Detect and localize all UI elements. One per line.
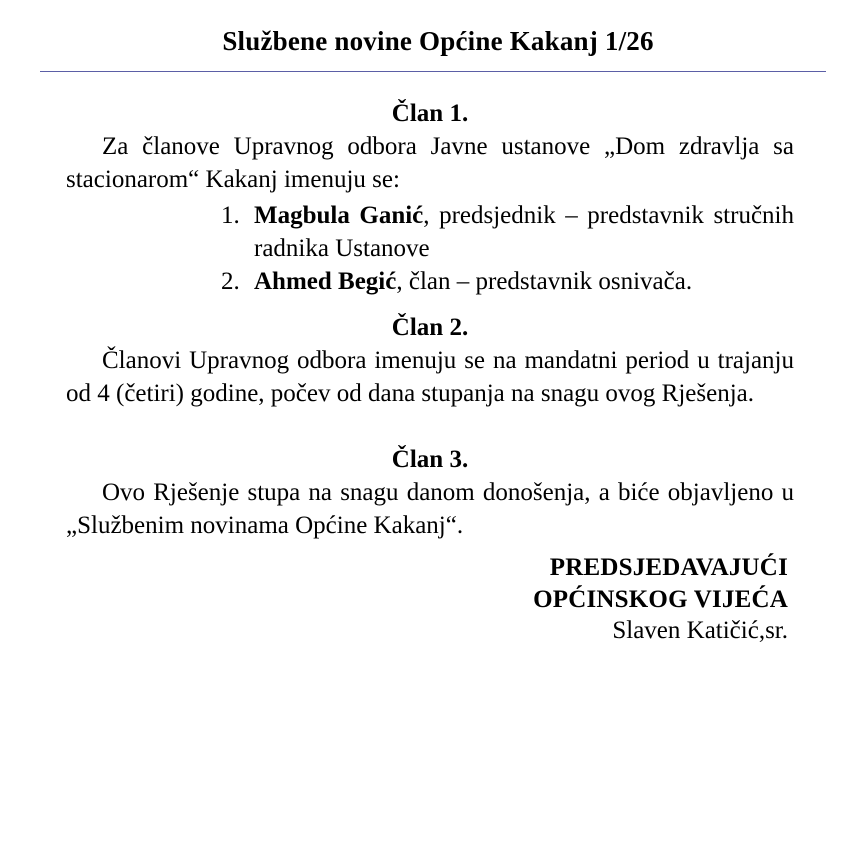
header-divider: [40, 71, 826, 72]
article-3-title: Član 3.: [391, 446, 469, 473]
signature-block: [66, 552, 794, 647]
document-header-title: Službene novine Općine Kakanj 1/26: [222, 26, 654, 56]
article-2-title: Član 2.: [391, 313, 469, 341]
appointee-role: , predsjednik – predstavnik stručnih radnika Ustanove: [254, 202, 794, 262]
document-body: [40, 98, 826, 647]
article-2: [66, 312, 794, 410]
signature-name: Slaven Katičić,sr.: [612, 617, 788, 645]
article-3-lead: Ovo Rješenje stupa na snagu danom donošenja, a biće objavljeno u „Službenim novinama Općine Kakanj“.: [66, 479, 794, 539]
appointee-name: Magbula Ganić: [254, 202, 424, 230]
signature-role-line-1: PREDSJEDAVAJUĆI: [549, 554, 788, 582]
article-3: [66, 444, 794, 542]
article-2-lead: Članovi Upravnog odbora imenuju se na mandatni period u trajanju od 4 (četiri) godine, počev od dana stupanja na snagu ovog Rješenja.: [66, 347, 794, 407]
signature-role-line-2: OPĆINSKOG VIJEĆA: [533, 585, 788, 613]
spacer: [66, 410, 794, 444]
spacer: [66, 300, 794, 312]
appointee-role: , član – predstavnik osnivača.: [396, 268, 693, 296]
appointee-name: Ahmed Begić: [254, 268, 397, 296]
article-1: [66, 98, 794, 299]
article-1-lead: Za članove Upravnog odbora Javne ustanove „Dom zdravlja sa stacionarom“ Kakanj imenuju se:: [66, 133, 794, 193]
article-1-title: Član 1.: [391, 100, 469, 127]
list-item: [246, 200, 794, 265]
list-item: [246, 266, 794, 299]
appointee-list: [66, 200, 794, 299]
